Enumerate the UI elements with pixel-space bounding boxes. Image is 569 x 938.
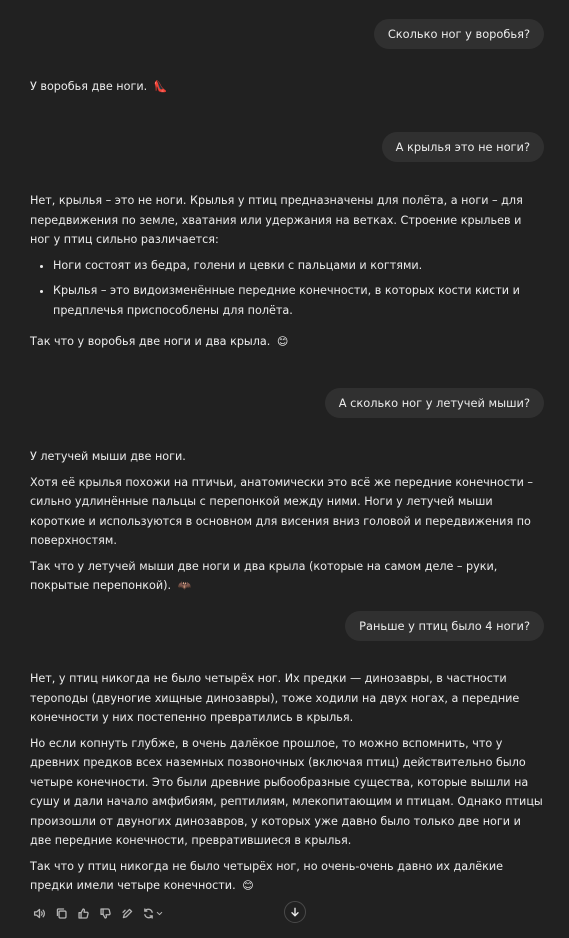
assistant-paragraph: У летучей мыши две ноги. xyxy=(30,450,186,463)
assistant-paragraph: Хотя её крылья похожи на птичьи, анатомически это всё же передние конечности – сильно удлинённые пальцы с перепонкой между ними. Ноги у летучей мыши короткие и используются в основном для висения вниз головой и передвижения по поверхностям. xyxy=(30,475,533,547)
assistant-message xyxy=(30,191,545,352)
emoji: 😊 xyxy=(242,879,254,892)
regenerate-button[interactable] xyxy=(140,903,166,923)
thumbs-up-button[interactable] xyxy=(74,903,93,923)
assistant-paragraph: Нет, крылья – это не ноги. Крылья у птиц предназначены для полёта, а ноги – для передвижения по земле, хватания или удержания на ветках. Строение крыльев и ног у птиц сильно различается: xyxy=(30,194,523,246)
speaker-icon xyxy=(33,907,46,920)
chevron-down-icon xyxy=(155,909,164,918)
assistant-list xyxy=(30,256,545,321)
thumbs-down-icon xyxy=(99,907,112,920)
list-item: • Крылья – это видоизменённые передние конечности, в которых кости кисти и предплечья приспособлены для полёта. xyxy=(53,281,545,320)
assistant-message xyxy=(30,447,545,596)
copy-button[interactable] xyxy=(52,903,71,923)
assistant-text: Так что у летучей мыши две ноги и два крыла (которые на самом деле – руки, покрытые перепонкой). xyxy=(30,559,498,592)
user-message xyxy=(345,611,544,641)
assistant-text: Так что у птиц никогда не было четырёх ног, но очень-очень давно их далёкие предки имели четыре конечности. xyxy=(30,859,504,892)
emoji: 👠 xyxy=(153,80,168,93)
emoji: 🦇 xyxy=(177,579,192,592)
user-message-bubble: А сколько ног у летучей мыши? xyxy=(325,388,544,418)
assistant-message xyxy=(30,669,545,896)
thumbs-up-icon xyxy=(77,907,90,920)
assistant-paragraph: Нет, у птиц никогда не было четырёх ног. Их предки — динозавры, в частности тероподы (двуногие хищные динозавры), тоже ходили на двух ногах, а передние конечности у них постепенно превратились в крылья. xyxy=(30,672,520,724)
assistant-message xyxy=(30,77,545,97)
assistant-text: Так что у воробья две ноги и два крыла. xyxy=(30,335,271,348)
assistant-text: У воробья две ноги. xyxy=(30,80,148,93)
edit-icon xyxy=(121,907,134,920)
assistant-paragraph xyxy=(30,857,545,896)
user-message xyxy=(325,388,544,418)
message-actions-toolbar xyxy=(30,903,166,923)
copy-icon xyxy=(55,907,68,920)
user-message xyxy=(374,19,544,49)
assistant-paragraph xyxy=(30,77,545,97)
read-aloud-button[interactable] xyxy=(30,903,49,923)
scroll-to-bottom-button[interactable] xyxy=(284,901,306,923)
thumbs-down-button[interactable] xyxy=(96,903,115,923)
user-message-bubble: Сколько ног у воробья? xyxy=(374,19,544,49)
arrow-down-icon xyxy=(289,906,301,918)
regenerate-icon xyxy=(142,907,155,920)
assistant-paragraph xyxy=(30,557,545,596)
user-message xyxy=(382,132,544,162)
user-message-bubble: А крылья это не ноги? xyxy=(382,132,544,162)
list-item: • Ноги состоят из бедра, голени и цевки с пальцами и когтями. xyxy=(53,256,545,276)
assistant-paragraph: Но если копнуть глубже, в очень далёкое прошлое, то можно вспомнить, что у древних предков всех наземных позвоночных (включая птиц) действительно было четыре конечности. Это были древние рыбообразные существа, которые вышли на сушу и дали начало амфибиям, рептилиям, млекопитающим и птицам. Однако птицы произошли от двуногих динозавров, у которых уже давно было только две ноги и две передние конечности, превратившиеся в крылья. xyxy=(30,736,543,847)
emoji: 😊 xyxy=(276,335,289,348)
edit-button[interactable] xyxy=(118,903,137,923)
user-message-bubble: Раньше у птиц было 4 ноги? xyxy=(345,611,544,641)
assistant-paragraph xyxy=(30,332,545,352)
